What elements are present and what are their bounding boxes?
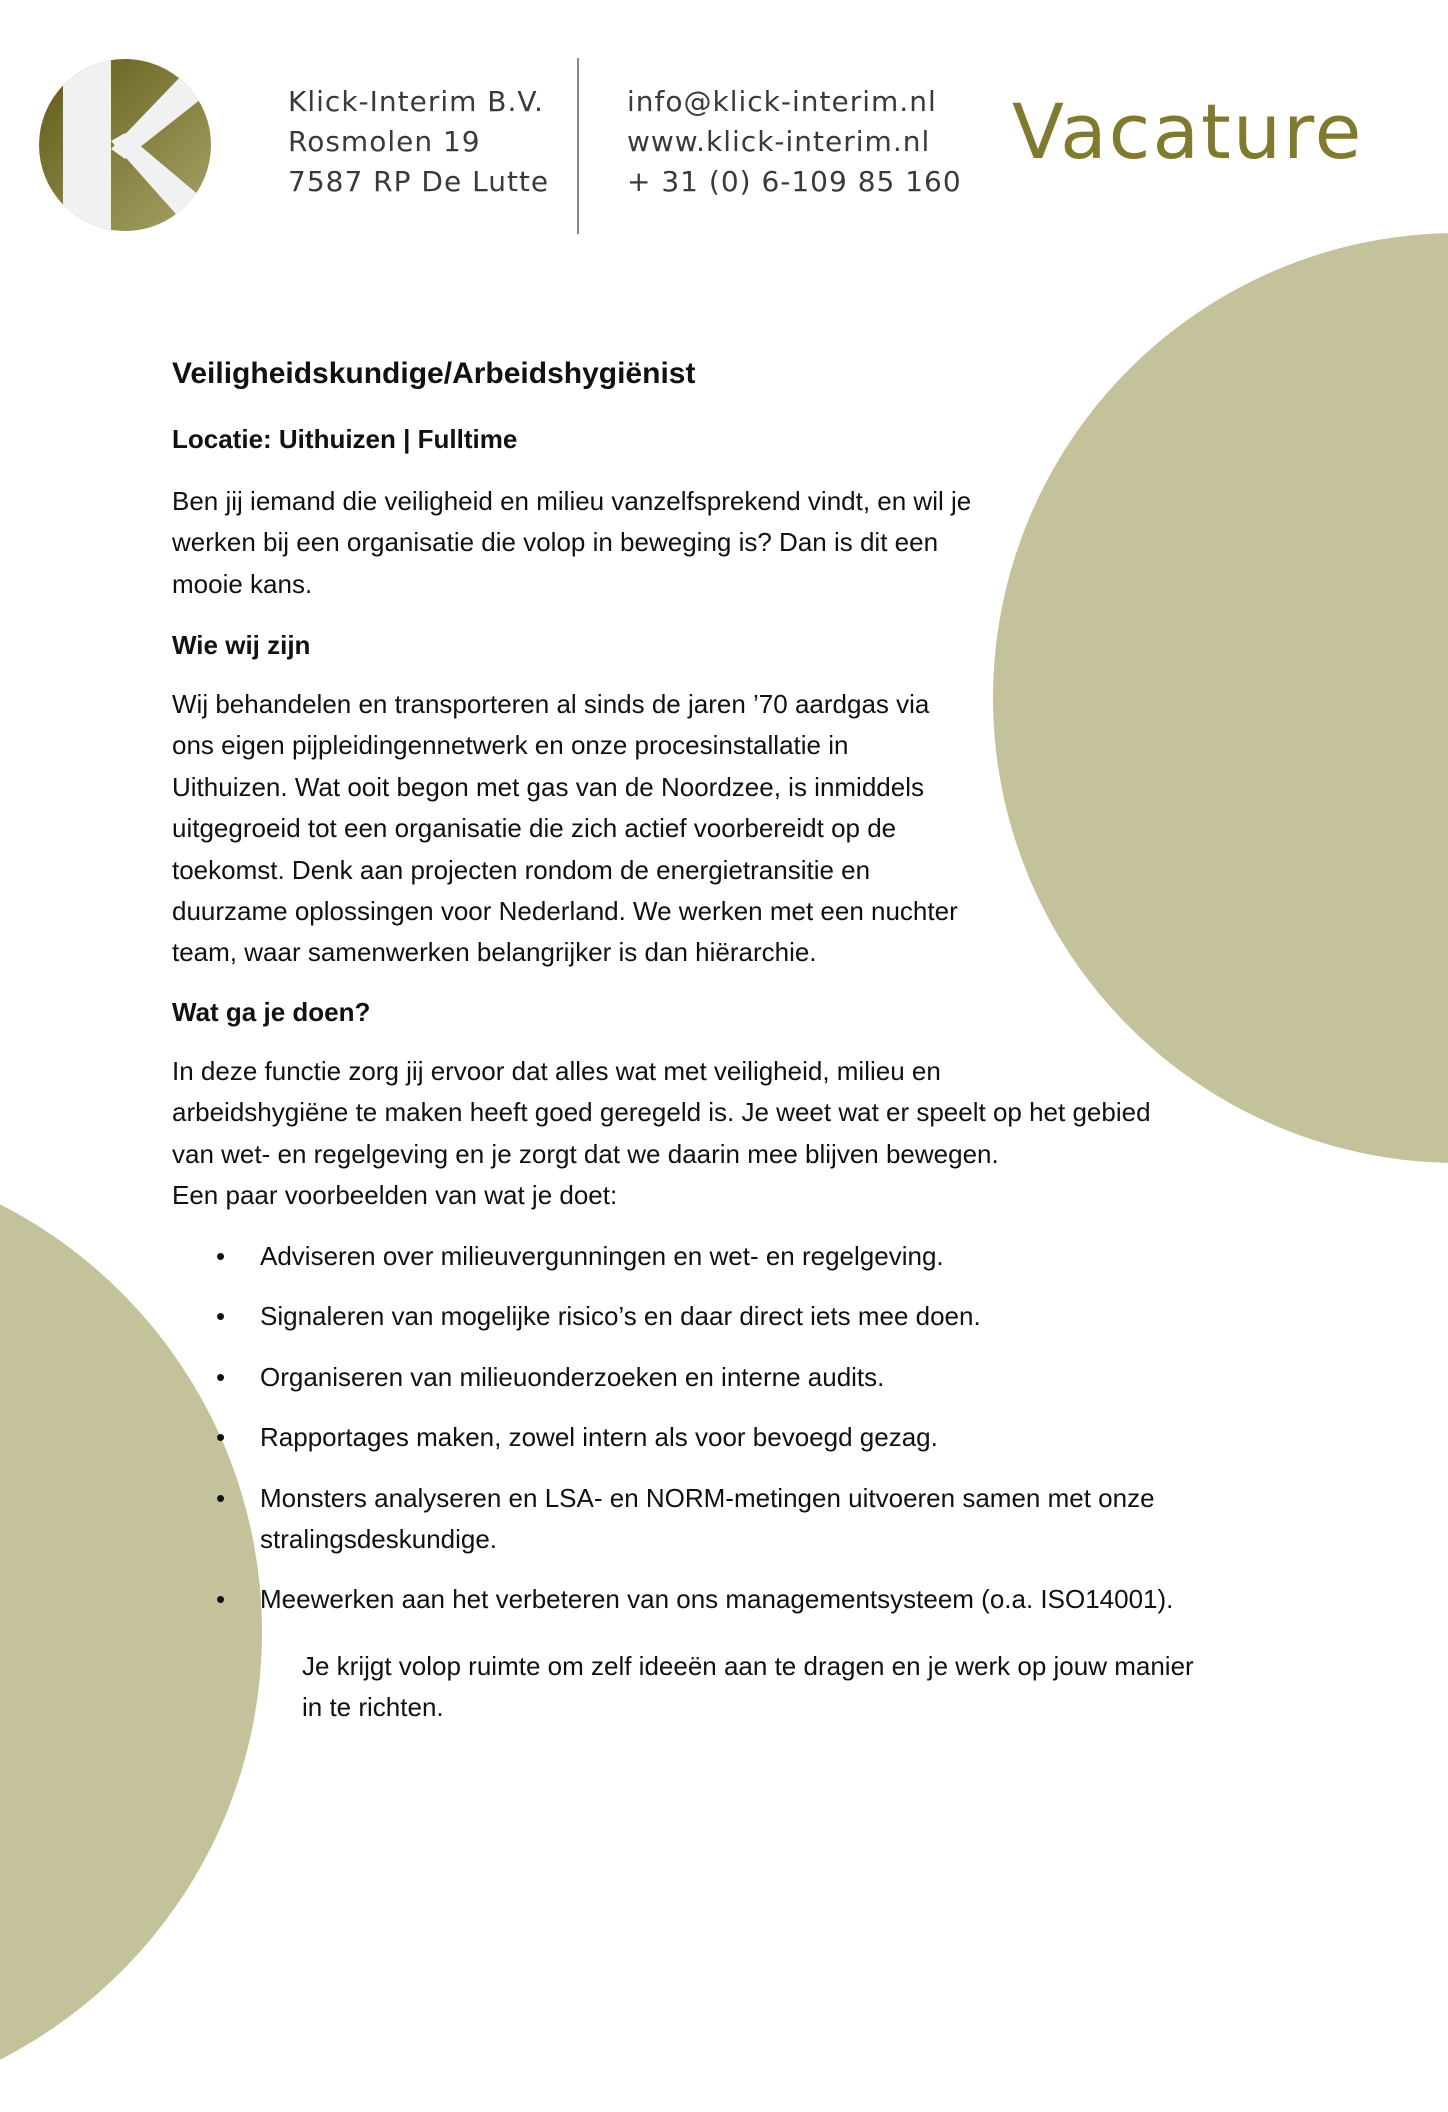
tasks-heading: Wat ga je doen?	[172, 997, 371, 1027]
intro-text: Ben jij iemand die veiligheid en milieu vanzelfsprekend vindt, en wil je werken bij een organisatie die volop in beweging is? Dan is dit een mooie kans.	[172, 486, 972, 599]
tasks-list	[172, 1236, 1272, 1640]
list-item: • Meewerken aan het verbeteren van ons managementsysteem (o.a. ISO14001).	[172, 1579, 1272, 1620]
company-street: Rosmolen 19	[288, 125, 481, 158]
list-item: • Rapportages maken, zowel intern als voor bevoegd gezag.	[172, 1417, 1272, 1458]
list-item: • Monsters analyseren en LSA- en NORM-metingen uitvoeren samen met onze stralingsdeskundige.	[172, 1478, 1272, 1561]
company-address	[288, 82, 549, 202]
about-text: Wij behandelen en transporteren al sinds de jaren ’70 aardgas via ons eigen pijpleidingennetwerk en onze procesinstallatie in Uithuizen. Wat ooit begon met gas van de Noordzee, is inmiddels uitgegroeid tot een organisatie die zich actief voorbereidt op de toekomst. Denk aan projecten rondom de energietransitie en duurzame oplossingen voor Nederland. We werken met een nuchter team, waar samenwerken belangrijker is dan hiërarchie.	[172, 689, 958, 968]
contact-phone[interactable]: + 31 (0) 6-109 85 160	[627, 165, 962, 198]
contact-website[interactable]: www.klick-interim.nl	[627, 125, 931, 158]
closing-text: Je krijgt volop ruimte om zelf ideeën aan te dragen en je werk op jouw manier in te richten.	[302, 1651, 1194, 1723]
klick-k-logo	[39, 59, 211, 231]
header-divider	[577, 58, 579, 234]
list-item: • Signaleren van mogelijke risico’s en daar direct iets mee doen.	[172, 1296, 1272, 1337]
contact-email[interactable]: info@klick-interim.nl	[627, 85, 937, 118]
contact-details	[627, 82, 962, 202]
tasks-text: In deze functie zorg jij ervoor dat alles wat met veiligheid, milieu en arbeidshygiëne te maken heeft goed geregeld is. Je weet wat er speelt op het gebied van wet- en regelgeving en je zorgt dat we daarin mee blijven bewegen. Een paar voorbeelden van wat je doet:	[172, 1056, 1151, 1211]
job-location: Locatie: Uithuizen | Fulltime	[172, 424, 518, 454]
list-item: • Organiseren van milieuonderzoeken en interne audits.	[172, 1357, 1272, 1398]
decorative-circle-right	[993, 233, 1448, 1163]
document-type-title: Vacature	[1012, 87, 1364, 176]
list-item: • Adviseren over milieuvergunningen en wet- en regelgeving.	[172, 1236, 1272, 1277]
job-title: Veiligheidskundige/Arbeidshygiënist	[172, 357, 696, 390]
company-postcode-city: 7587 RP De Lutte	[288, 165, 550, 198]
about-heading: Wie wij zijn	[172, 630, 311, 660]
company-name: Klick-Interim B.V.	[288, 85, 544, 118]
